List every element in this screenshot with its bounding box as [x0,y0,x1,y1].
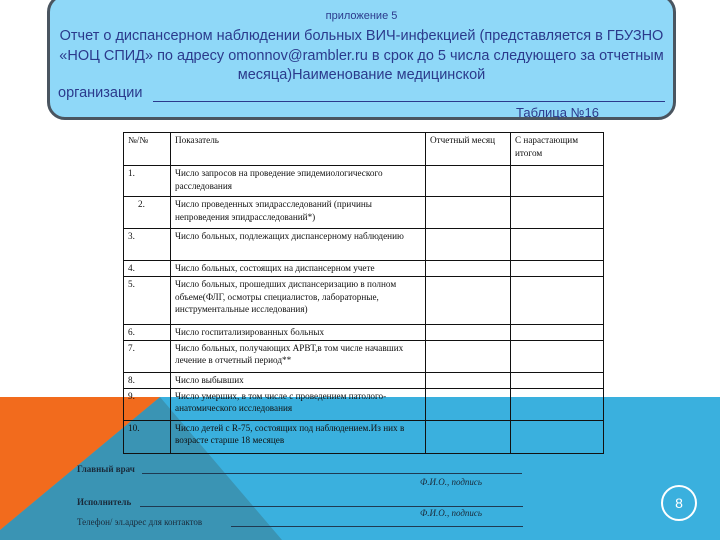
month-value-cell[interactable] [426,277,511,325]
row-indicator: Число выбывших [171,372,426,388]
row-number: 5. [124,277,171,325]
cumulative-value-cell[interactable] [511,325,604,341]
row-number: 3. [124,229,171,261]
report-table [123,132,604,454]
month-value-cell[interactable] [426,166,511,197]
table-row [124,229,604,261]
row-indicator: Число детей с R-75, состоящих под наблюдением.Из них в возрасте старше 18 месяцев [171,420,426,453]
month-value-cell[interactable] [426,340,511,372]
row-indicator: Число госпитализированных больных [171,325,426,341]
cumulative-value-cell[interactable] [511,420,604,453]
month-value-cell[interactable] [426,420,511,453]
month-value-cell[interactable] [426,372,511,388]
executor-label: Исполнитель [77,497,132,507]
table-row [124,340,604,372]
appendix-label: приложение 5 [325,10,398,22]
table-row [124,325,604,341]
row-number: 7. [124,340,171,372]
cumulative-value-cell[interactable] [511,340,604,372]
contacts-line[interactable] [231,526,523,527]
row-indicator: Число запросов на проведение эпидемиологического расследования [171,166,426,197]
table-row [124,277,604,325]
signature-hint-2: Ф.И.О., подпись [420,508,483,518]
column-header-number: №/№ [124,133,171,166]
table-row [124,372,604,388]
table-number: Таблица №16 [516,105,599,120]
row-number: 1. [124,166,171,197]
column-header-cumulative: С нарастающим итогом [511,133,604,166]
contacts-label: Телефон/ эл.адрес для контактов [77,517,203,527]
cumulative-value-cell[interactable] [511,261,604,277]
month-value-cell[interactable] [426,261,511,277]
row-number: 10. [124,420,171,453]
row-indicator: Число проведенных эпидрасследований (причины непроведения эпидрасследований*) [171,197,426,229]
month-value-cell[interactable] [426,388,511,420]
executor-signature-line[interactable] [140,506,523,507]
month-value-cell[interactable] [426,229,511,261]
column-header-month: Отчетный месяц [426,133,511,166]
cumulative-value-cell[interactable] [511,277,604,325]
table-row [124,388,604,420]
row-number: 8. [124,372,171,388]
chief-doctor-signature-line[interactable] [142,473,522,474]
row-number: 4. [124,261,171,277]
cumulative-value-cell[interactable] [511,229,604,261]
report-title: Отчет о диспансерном наблюдении больных ВИЧ-инфекцией (представляется в ГБУЗНО «НОЦ СПИД» по адресу omonnov@rambler.ru в срок до 5 числа следующего за отчетным месяца)Наименование медицинской [59,28,664,83]
table-row [124,261,604,277]
chief-doctor-label: Главный врач [77,464,135,474]
table-row [124,197,604,229]
column-header-indicator: Показатель [171,133,426,166]
table-header-row [124,133,604,166]
organization-label: организации [58,85,143,101]
row-indicator: Число больных, состоящих на диспансерном учете [171,261,426,277]
cumulative-value-cell[interactable] [511,197,604,229]
row-number: 6. [124,325,171,341]
month-value-cell[interactable] [426,197,511,229]
row-number: 9. [124,388,171,420]
report-header-box [47,0,676,120]
row-indicator: Число больных, подлежащих диспансерному наблюдению [171,229,426,261]
slide-number-badge: 8 [661,485,697,521]
cumulative-value-cell[interactable] [511,372,604,388]
month-value-cell[interactable] [426,325,511,341]
cumulative-value-cell[interactable] [511,166,604,197]
signature-hint-1: Ф.И.О., подпись [420,477,483,487]
row-indicator: Число умерших, в том числе с проведением патолого-анатомического исследования [171,388,426,420]
organization-name-line [153,101,665,102]
table-row [124,420,604,453]
row-indicator: Число больных, прошедших диспансеризацию в полном объеме(ФЛГ, осмотры специалистов, лабораторные, инструментальные исследования) [171,277,426,325]
row-number: 2. [124,197,171,229]
cumulative-value-cell[interactable] [511,388,604,420]
table-row [124,166,604,197]
row-indicator: Число больных, получающих АРВТ,в том числе начавших лечение в отчетный период** [171,340,426,372]
